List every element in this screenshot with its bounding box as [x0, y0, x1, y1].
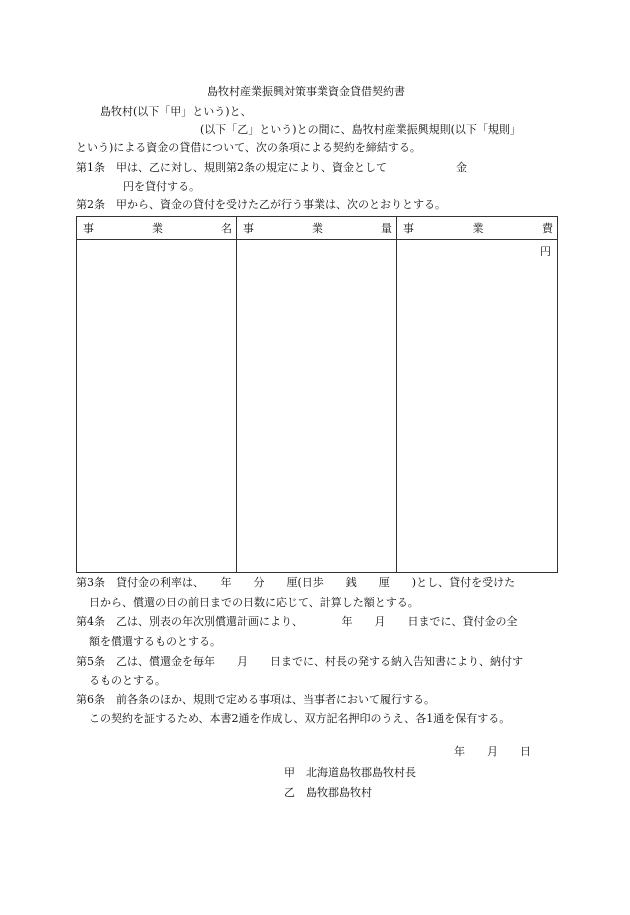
party-b-signature: 乙 島牧郡島牧村	[284, 786, 372, 799]
closing-statement: この契約を証するため、本書2通を作成し、双方記名押印のうえ、各1通を保有する。	[89, 712, 511, 725]
article-3-line-1: 第3条 貸付金の利率は、 年 分 厘(日歩 銭 厘 )とし、貸付を受けた	[76, 576, 516, 589]
preamble-line-3: という)による資金の貸借について、次の条項による契約を締結する。	[76, 141, 421, 154]
article-4-line-2: 額を償還するものとする。	[89, 635, 221, 648]
article-5-line-1: 第5条 乙は、償還金を毎年 月 日までに、村長の発する納入告知書により、納付す	[76, 655, 523, 668]
article-6: 第6条 前各条のほか、規則で定める事項は、当事者において履行する。	[76, 693, 435, 706]
business-volume-cell	[237, 240, 397, 573]
business-name-cell	[77, 240, 237, 573]
article-1-kin: 金	[456, 161, 467, 174]
date-line: 年 月 日	[454, 745, 531, 758]
header-business-name: 事 業 名	[77, 217, 237, 240]
business-table	[76, 216, 558, 573]
article-5-line-2: るものとする。	[89, 674, 166, 687]
document-title: 島牧村産業振興対策事業資金貸借契約書	[207, 85, 405, 98]
article-3-line-2: 日から、償還の日の前日までの日数に応じて、計算した額とする。	[89, 596, 419, 609]
table-header-row	[77, 217, 558, 240]
preamble-line-1: 島牧村(以下「甲」という)と、	[100, 105, 252, 118]
preamble-line-2: (以下「乙」という)との間に、島牧村産業振興規則(以下「規則」	[200, 123, 521, 136]
business-cost-cell	[397, 240, 558, 573]
header-business-volume: 事 業 量	[237, 217, 397, 240]
yen-unit: 円	[540, 245, 551, 258]
table-row	[77, 240, 558, 573]
party-a-signature: 甲 北海道島牧郡島牧村長	[284, 766, 416, 779]
article-4-line-1: 第4条 乙は、別表の年次別償還計画により、 年 月 日までに、貸付金の全	[76, 615, 518, 628]
article-2: 第2条 甲から、資金の貸付を受けた乙が行う事業は、次のとおりとする。	[76, 198, 446, 211]
article-1-line-2: 円を貸付する。	[123, 180, 200, 193]
article-1-line-1: 第1条 甲は、乙に対し、規則第2条の規定により、資金として	[76, 161, 387, 174]
header-business-cost: 事 業 費	[397, 217, 558, 240]
